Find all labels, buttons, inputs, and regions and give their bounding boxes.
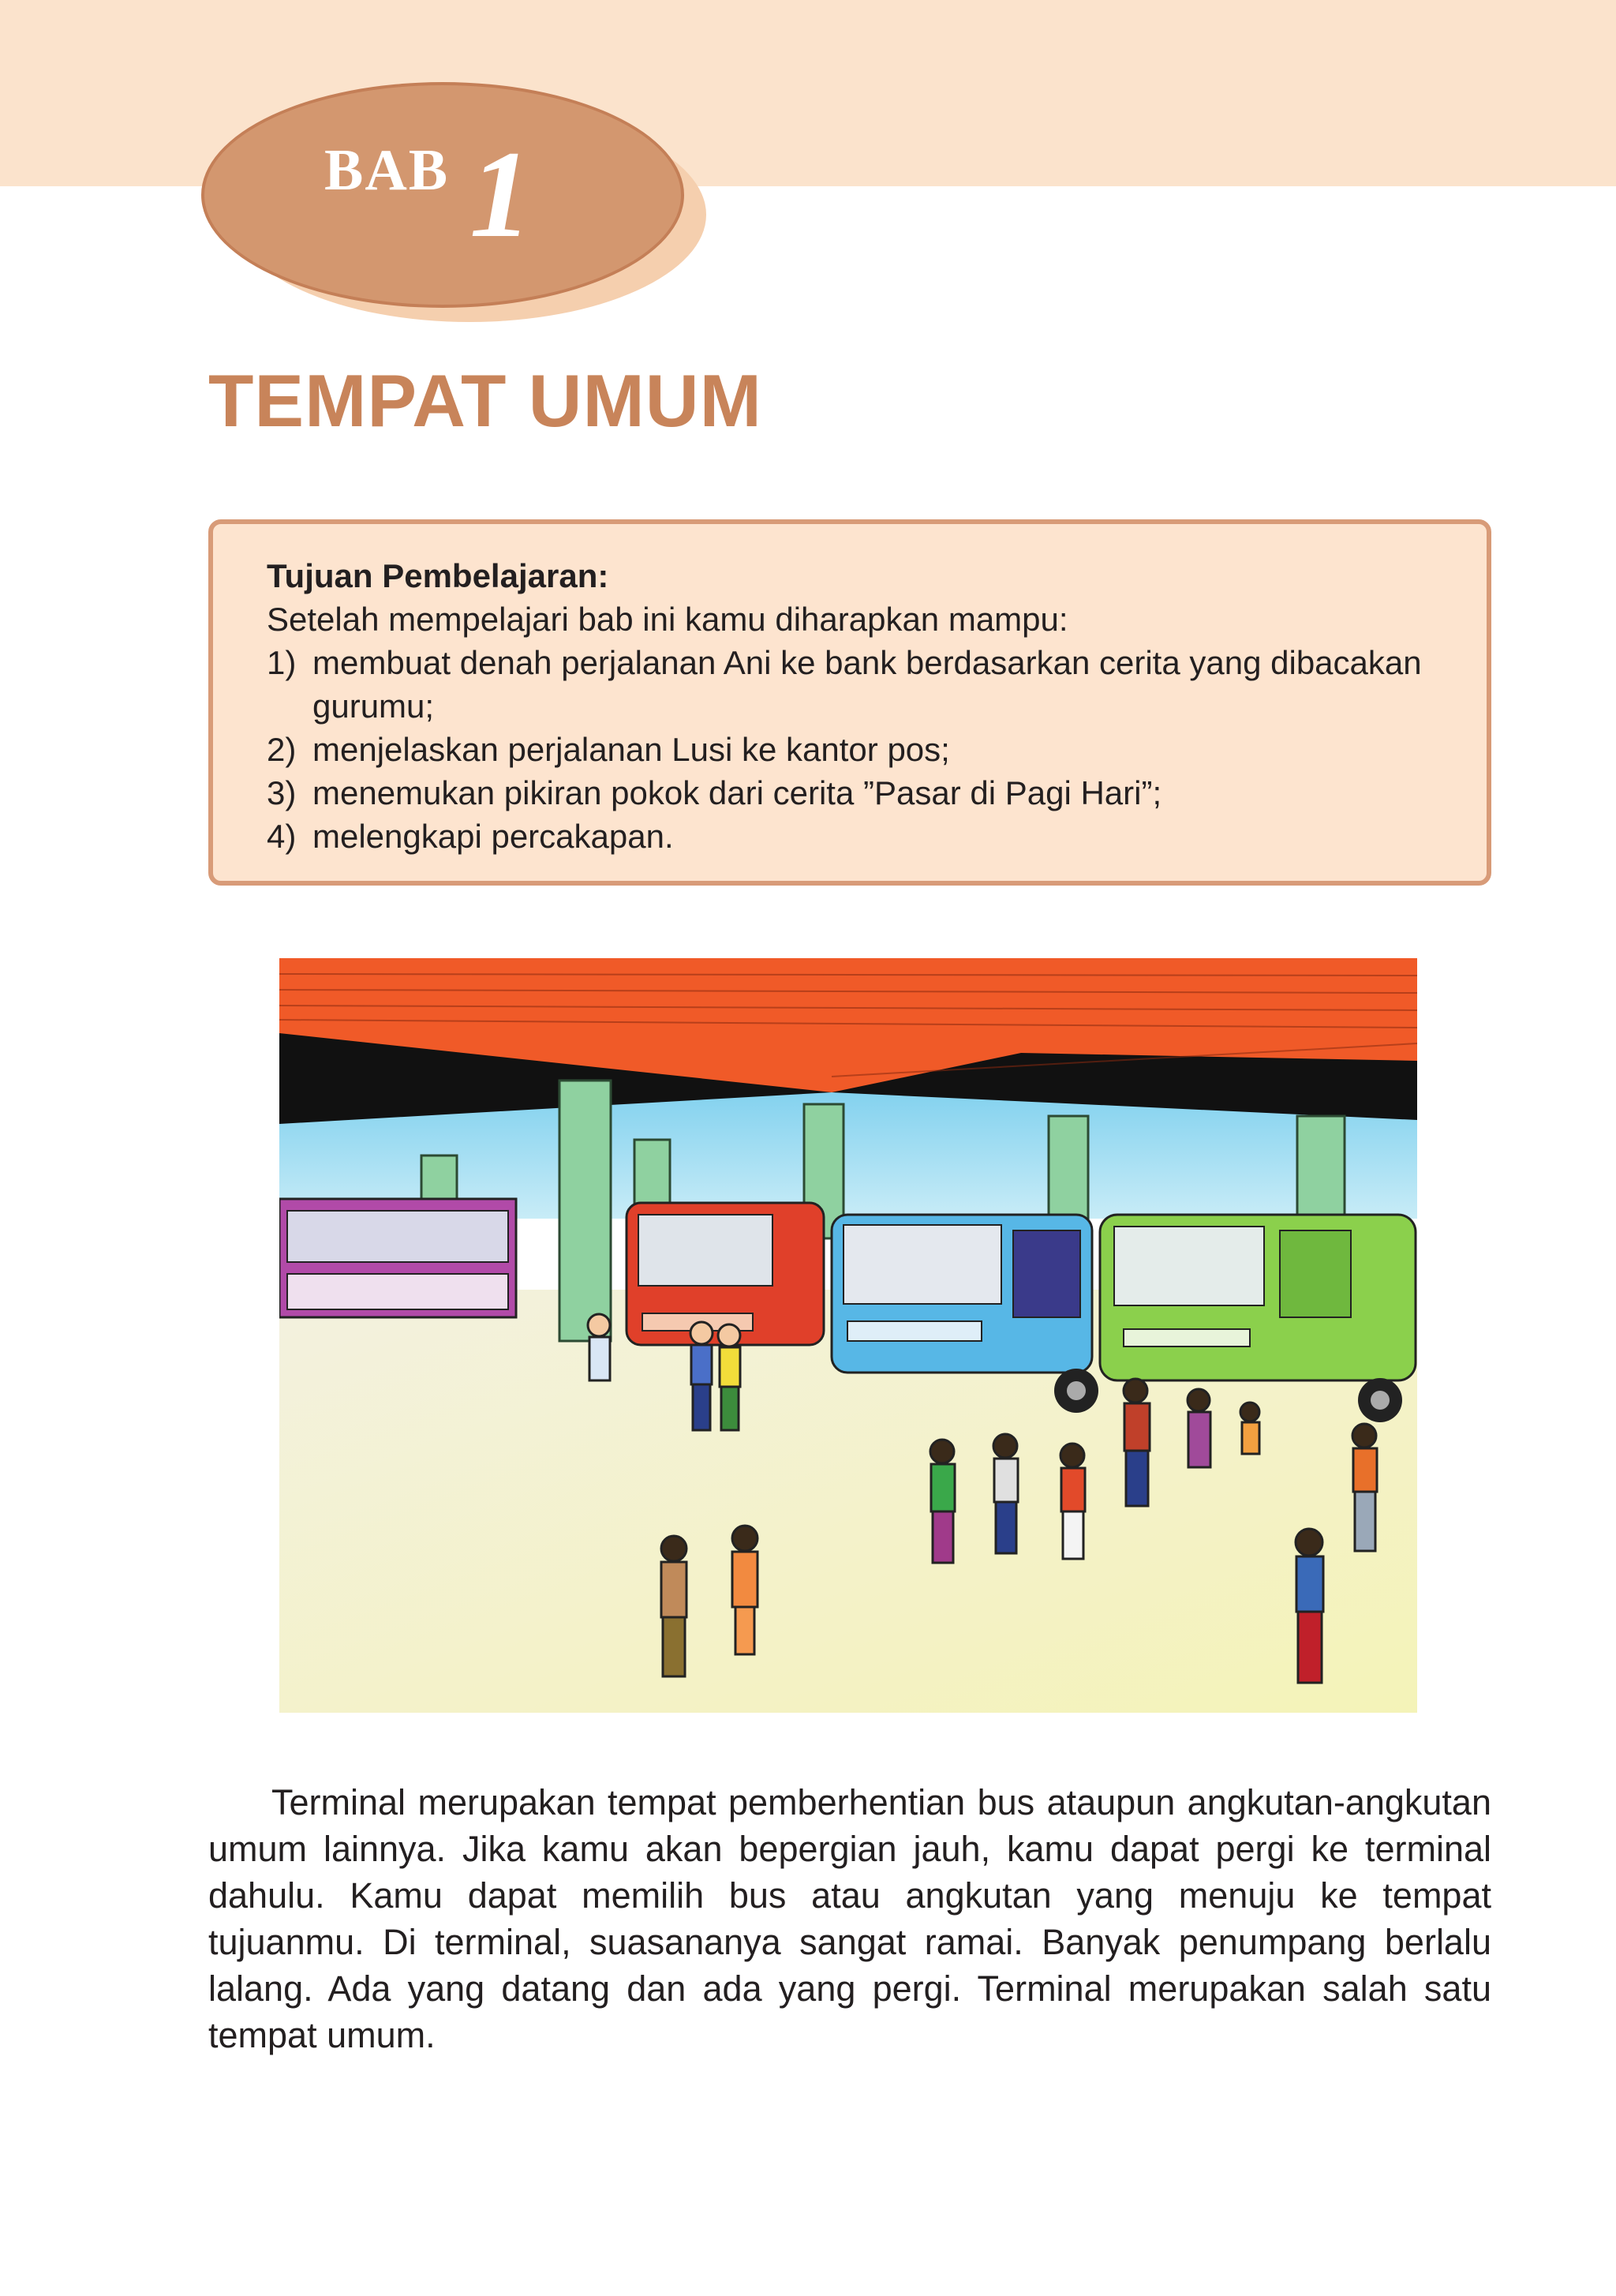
objective-text: menemukan pikiran pokok dari cerita ”Pasar di Pagi Hari”; bbox=[312, 774, 1162, 811]
bus-terminal-illustration bbox=[279, 958, 1417, 1713]
objective-item bbox=[267, 815, 1436, 858]
objectives-intro: Setelah mempelajari bab ini kamu diharapkan mampu: bbox=[267, 601, 1068, 638]
objective-number: 2) bbox=[267, 731, 297, 768]
chapter-label: BAB bbox=[324, 138, 450, 203]
objective-item bbox=[267, 728, 1436, 771]
chapter-badge bbox=[201, 82, 714, 327]
objective-item bbox=[267, 641, 1436, 728]
chapter-title: TEMPAT UMUM bbox=[208, 359, 762, 442]
objective-number: 4) bbox=[267, 818, 297, 855]
objective-text: melengkapi percakapan. bbox=[312, 818, 674, 855]
objective-text: menjelaskan perjalanan Lusi ke kantor pos; bbox=[312, 731, 950, 768]
objectives-list bbox=[267, 641, 1436, 858]
chapter-badge-oval bbox=[201, 82, 684, 308]
body-paragraph: Terminal merupakan tempat pemberhentian bus ataupun angkutan-angkutan umum lainnya. Jika kamu akan bepergian jauh, kamu dapat pergi ke terminal dahulu. Kamu dapat memilih bus atau angkutan yang menuju ke tempat tujuanmu. Di terminal, suasananya sangat ramai. Banyak penumpang berlalu lalang. Ada yang datang dan ada yang pergi. Terminal merupakan salah satu tempat umum. bbox=[208, 1782, 1491, 2055]
objective-item bbox=[267, 771, 1436, 815]
objective-text: membuat denah perjalanan Ani ke bank berdasarkan cerita yang dibacakan gurumu; bbox=[312, 644, 1422, 725]
chapter-number: 1 bbox=[469, 125, 532, 264]
objective-number: 1) bbox=[267, 644, 297, 681]
objective-number: 3) bbox=[267, 774, 297, 811]
learning-objectives-box bbox=[208, 519, 1491, 886]
objectives-heading: Tujuan Pembelajaran: bbox=[267, 557, 609, 594]
